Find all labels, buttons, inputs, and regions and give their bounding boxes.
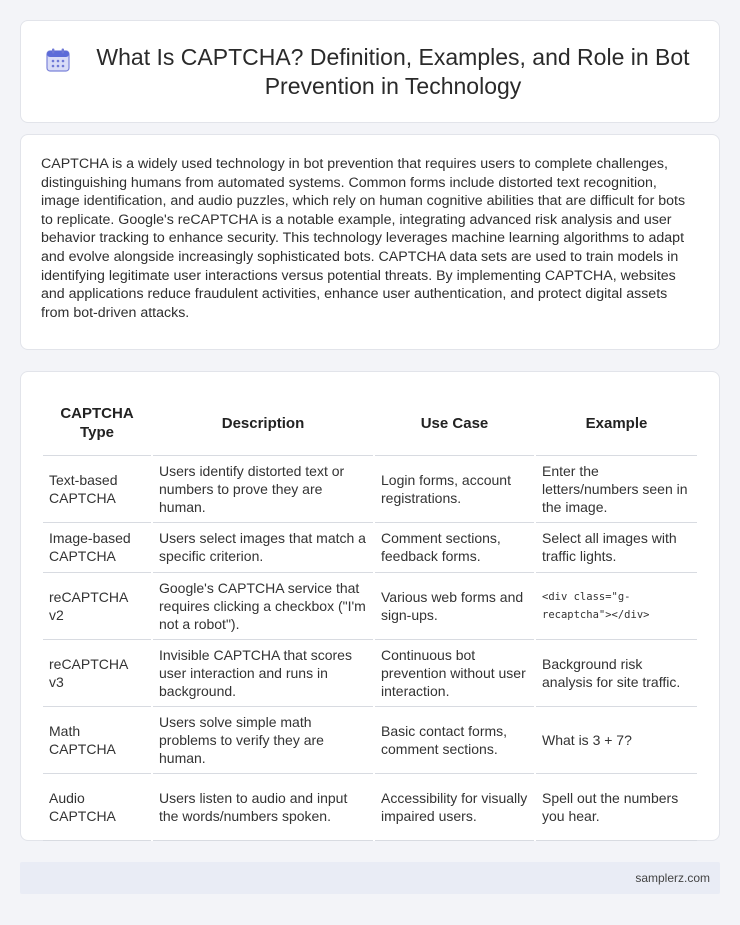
header-example: Example bbox=[535, 392, 697, 455]
cell-use-case: Comment sections, feedback forms. bbox=[374, 522, 535, 572]
header-card bbox=[20, 20, 720, 123]
cell-example: Enter the letters/numbers seen in the image. bbox=[535, 455, 697, 522]
header-description: Description bbox=[152, 392, 374, 455]
cell-example: Select all images with traffic lights. bbox=[535, 522, 697, 572]
cell-type: Math CAPTCHA bbox=[43, 706, 152, 773]
cell-use-case: Continuous bot prevention without user interaction. bbox=[374, 639, 535, 706]
cell-type: reCAPTCHA v3 bbox=[43, 639, 152, 706]
cell-type: Audio CAPTCHA bbox=[43, 773, 152, 840]
table-header-row bbox=[43, 392, 697, 455]
table-row bbox=[43, 639, 697, 706]
footer-site-link[interactable]: samplerz.com bbox=[635, 871, 710, 885]
cell-type: Text-based CAPTCHA bbox=[43, 455, 152, 522]
cell-example-code: <div class="g-recaptcha"></div> bbox=[535, 572, 697, 639]
cell-use-case: Accessibility for visually impaired users. bbox=[374, 773, 535, 840]
cell-description: Google's CAPTCHA service that requires clicking a checkbox ("I'm not a robot"). bbox=[152, 572, 374, 639]
footer-bar bbox=[20, 862, 720, 894]
cell-use-case: Basic contact forms, comment sections. bbox=[374, 706, 535, 773]
cell-type: Image-based CAPTCHA bbox=[43, 522, 152, 572]
cell-description: Users identify distorted text or numbers to prove they are human. bbox=[152, 455, 374, 522]
cell-description: Users solve simple math problems to verify they are human. bbox=[152, 706, 374, 773]
summary-paragraph: CAPTCHA is a widely used technology in bot prevention that requires users to complete challenges, distinguishing humans from automated systems. Common forms include distorted text recognition, image identification, and audio puzzles, which rely on human cognitive abilities that are difficult for bots to replicate. Google's reCAPTCHA is a notable example, integrating advanced risk analysis and user behavior tracking to enhance security. This technology leverages machine learning algorithms to adapt and evolve alongside increasingly sophisticated bots. CAPTCHA data sets are used to train models in identifying legitimate user interactions versus potential threats. By implementing CAPTCHA, websites and applications reduce fraudulent activities, enhance user authentication, and protect digital assets from bot-driven attacks. bbox=[41, 156, 686, 321]
table-row bbox=[43, 455, 697, 522]
header-use-case: Use Case bbox=[374, 392, 535, 455]
page-title: What Is CAPTCHA? Definition, Examples, and Role in Bot Prevention in Technology bbox=[96, 43, 690, 99]
summary-card bbox=[20, 134, 720, 350]
cell-use-case: Login forms, account registrations. bbox=[374, 455, 535, 522]
cell-example: Background risk analysis for site traffic. bbox=[535, 639, 697, 706]
calendar-icon bbox=[45, 47, 71, 73]
cell-description: Invisible CAPTCHA that scores user interaction and runs in background. bbox=[152, 639, 374, 706]
cell-example: What is 3 + 7? bbox=[535, 706, 697, 773]
table-row bbox=[43, 706, 697, 773]
cell-use-case: Various web forms and sign-ups. bbox=[374, 572, 535, 639]
table-row bbox=[43, 773, 697, 840]
cell-description: Users select images that match a specific criterion. bbox=[152, 522, 374, 572]
cell-example: Spell out the numbers you hear. bbox=[535, 773, 697, 840]
captcha-table bbox=[43, 392, 697, 841]
cell-type: reCAPTCHA v2 bbox=[43, 572, 152, 639]
table-row bbox=[43, 572, 697, 639]
table-row bbox=[43, 522, 697, 572]
table-card bbox=[20, 371, 720, 841]
header-captcha-type: CAPTCHA Type bbox=[43, 392, 152, 455]
cell-description: Users listen to audio and input the words/numbers spoken. bbox=[152, 773, 374, 840]
